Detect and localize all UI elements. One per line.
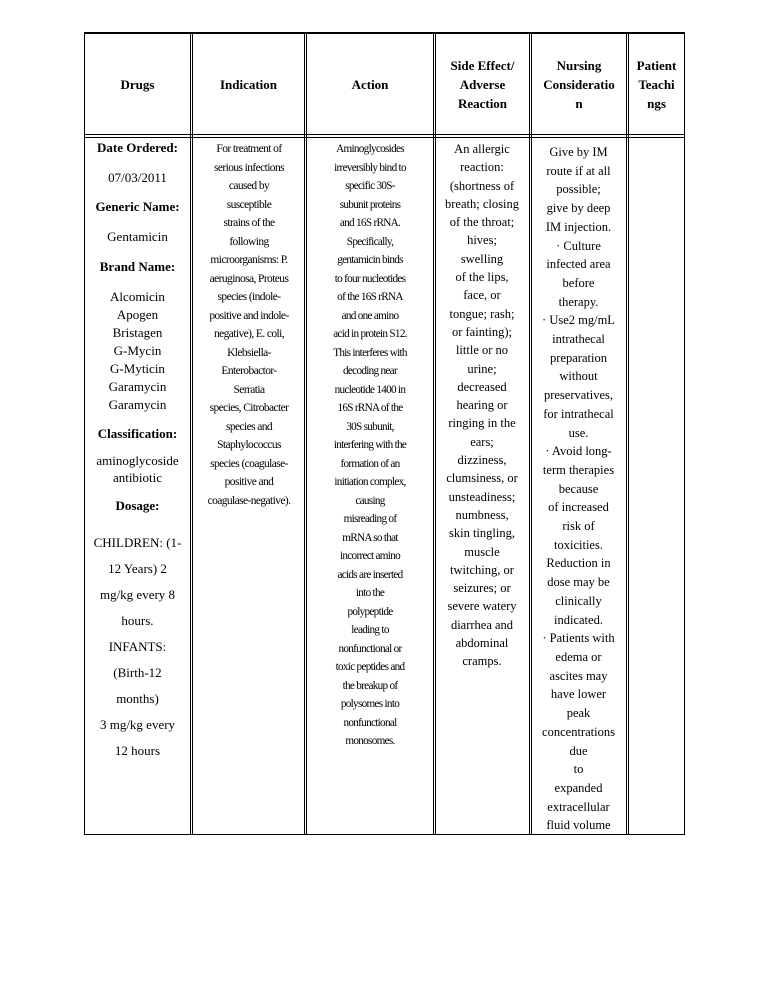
text-line: indicated.	[554, 612, 603, 627]
drug-study-table	[84, 32, 685, 835]
text-line: IM injection.	[545, 219, 612, 234]
text-line: urine;	[467, 361, 497, 376]
header-lines	[352, 75, 389, 94]
text-line: extracellular	[547, 799, 610, 814]
text-line: to four nucleotides	[334, 272, 406, 285]
text-line: INFANTS:	[108, 639, 167, 654]
header-lines	[451, 56, 515, 113]
text-line: Teachi	[638, 76, 675, 92]
text-line: Apogen	[116, 307, 159, 322]
text-line: Drugs	[120, 76, 155, 92]
text-line: seizures; or	[453, 581, 511, 596]
text-line: G-Mycin	[113, 343, 162, 358]
text-line: For treatment of	[216, 143, 282, 155]
text-line: negative), E. coli,	[213, 328, 285, 340]
text-line: Reaction	[457, 95, 508, 111]
text-line: microorganisms: P.	[210, 254, 288, 266]
column-border	[626, 32, 629, 835]
text-line: ngs	[647, 95, 666, 111]
text-line: numbness,	[455, 507, 509, 522]
header-divider	[84, 134, 685, 135]
text-line: severe watery	[447, 599, 517, 614]
brand-name-label: Brand Name:	[99, 259, 176, 274]
text-line: tongue; rash;	[449, 306, 515, 321]
text-line: serious infections	[213, 161, 284, 174]
text-line: possible;	[556, 182, 601, 197]
text-line: of increased	[548, 500, 609, 515]
text-line: preparation	[550, 350, 607, 365]
header-side-effect	[436, 34, 529, 134]
text-line: little or no	[455, 343, 509, 358]
text-line: risk of	[562, 519, 595, 534]
text-line: Give by IM	[549, 145, 608, 159]
text-line: and 16S rRNA.	[339, 217, 401, 229]
brand-name-list	[84, 288, 191, 414]
text-line: CHILDREN: (1-	[93, 535, 182, 550]
text-line: of the 16S rRNA	[337, 291, 403, 303]
text-line: therapy.	[558, 294, 599, 309]
header-lines	[543, 56, 615, 113]
text-line: Aminoglycosides	[336, 143, 404, 155]
text-line: dose may be	[547, 575, 610, 590]
text-line: caused by	[228, 180, 270, 192]
header-nursing-consideration	[532, 34, 626, 134]
date-ordered-value: 07/03/2011	[108, 170, 167, 185]
text-line: or fainting);	[451, 324, 513, 339]
nursing-consideration-cell	[532, 143, 625, 835]
text-line: Action	[351, 76, 389, 92]
text-line: before	[562, 275, 595, 290]
text-line: cramps.	[462, 654, 502, 669]
text-line: Staphylococcus	[217, 439, 281, 451]
dosage-label: Dosage:	[115, 498, 160, 513]
text-line: polypeptide	[347, 605, 393, 618]
text-line: toxicities.	[554, 537, 603, 552]
text-line: monosomes.	[345, 735, 395, 747]
text-line: nucleotide 1400 in	[334, 383, 406, 396]
text-line: use.	[568, 425, 589, 440]
text-line: specific 30S-	[345, 180, 395, 192]
text-line: Bristagen	[112, 325, 163, 340]
column-border	[684, 32, 685, 835]
text-line: · Use2 mg/mL	[542, 313, 615, 328]
header-lines	[121, 75, 155, 94]
text-line: clumsiness, or	[446, 471, 518, 486]
text-line: acid in protein S12.	[333, 328, 407, 340]
text-line: muscle	[464, 544, 500, 559]
text-line: ringing in the	[448, 416, 516, 431]
text-line: coagulase-negative).	[207, 494, 291, 507]
header-indication	[193, 34, 304, 134]
text-line: Adverse	[459, 76, 506, 92]
text-line: antibiotic	[112, 470, 163, 485]
text-line: mg/kg every 8	[99, 587, 176, 602]
text-line: Alcomicin	[110, 289, 165, 304]
text-line: Garamycin	[108, 397, 167, 412]
text-line: subunit proteins	[339, 198, 401, 211]
text-line: 3 mg/kg every	[99, 717, 176, 732]
text-line: face, or	[463, 288, 501, 303]
text-line: 30S subunit,	[346, 420, 394, 433]
text-line: decreased	[457, 379, 507, 394]
text-line: hours.	[121, 613, 154, 628]
text-line: toxic peptides and	[335, 661, 405, 673]
text-line: dizziness,	[457, 453, 507, 468]
text-line: route if at all	[546, 163, 611, 178]
text-line: intrathecal	[552, 332, 605, 347]
text-line: · Patients with	[542, 631, 615, 646]
text-line: expanded	[554, 780, 603, 795]
text-line: breath; closing	[445, 196, 519, 211]
text-line: to	[573, 762, 584, 777]
text-line: n	[575, 95, 583, 111]
text-line: of the throat;	[449, 215, 515, 230]
text-line: causing	[355, 494, 385, 507]
text-line: irreversibly bind to	[334, 161, 406, 174]
text-line: of the lips,	[455, 270, 509, 285]
text-line: the breakup of	[342, 679, 398, 692]
text-line: ascites may	[549, 668, 608, 683]
header-action	[307, 34, 433, 134]
text-line: acids are inserted	[337, 568, 403, 581]
text-line: Reduction in	[546, 556, 611, 571]
text-line: · Culture	[556, 238, 601, 253]
dosage-value	[84, 530, 191, 764]
text-line: unsteadiness;	[448, 489, 516, 504]
text-line: gentamicin binds	[337, 254, 403, 266]
text-line: peak	[566, 706, 591, 721]
text-line: fluid volume	[546, 818, 611, 833]
text-line: Specifically,	[346, 235, 394, 248]
text-line: positive and indole-	[209, 309, 289, 322]
drugs-cell	[84, 140, 191, 764]
text-line: preservatives,	[543, 388, 614, 403]
text-line: months)	[116, 691, 159, 706]
action-cell	[307, 140, 433, 751]
text-line: give by deep	[546, 201, 611, 216]
text-line: Consideratio	[543, 76, 615, 92]
text-line: mRNA so that	[342, 531, 398, 544]
text-line: formation of an	[340, 457, 400, 470]
text-line: (Birth-12	[113, 665, 162, 680]
text-line: Nursing	[556, 57, 602, 73]
text-line: without	[559, 369, 598, 384]
side-effect-cell	[436, 140, 528, 671]
text-line: G-Myticin	[110, 361, 165, 376]
text-line: hives;	[467, 233, 497, 248]
text-line: aeruginosa, Proteus	[209, 272, 289, 285]
text-line: positive and	[224, 476, 274, 488]
header-divider-double	[84, 137, 685, 138]
text-line: because	[558, 481, 599, 496]
text-line: species (indole-	[217, 291, 281, 303]
text-line: 12 hours	[114, 743, 161, 758]
text-line: Indication	[219, 76, 278, 92]
text-line: Side Effect/	[450, 57, 515, 73]
text-line: Enterobactor-	[221, 365, 277, 377]
text-line: Serratia	[233, 383, 265, 396]
text-line: due	[569, 743, 588, 758]
text-line: diarrhea and	[450, 617, 514, 632]
text-line: concentrations	[542, 724, 615, 739]
text-line: species, Citrobacter	[209, 402, 289, 414]
header-patient-teachings	[629, 34, 684, 134]
text-line: Patient	[636, 57, 677, 73]
text-line: following	[229, 235, 269, 248]
text-line: clinically	[555, 593, 602, 608]
header-lines	[637, 56, 677, 113]
text-line: 12 Years) 2	[108, 561, 167, 576]
text-line: strains of the	[223, 217, 275, 229]
text-line: 16S rRNA of the	[337, 402, 403, 414]
text-line: twitching, or	[450, 562, 514, 577]
text-line: initiation complex,	[334, 476, 406, 488]
header-lines	[220, 75, 277, 94]
text-line: term therapies	[542, 462, 615, 477]
text-line: ears;	[470, 434, 494, 449]
text-line: and one amino	[341, 309, 399, 322]
text-line: nonfunctional	[343, 716, 397, 729]
text-line: infected area	[546, 257, 611, 272]
text-line: Garamycin	[108, 379, 167, 394]
text-line: abdominal	[455, 636, 509, 651]
text-line: hearing or	[456, 398, 508, 413]
text-line: interfering with the	[333, 439, 407, 451]
text-line: polysomes into	[340, 698, 400, 710]
text-line: species (coagulase-	[210, 457, 288, 470]
text-line: misreading of	[343, 513, 397, 525]
text-line: edema or	[555, 649, 602, 664]
text-line: incorrect amino	[339, 550, 400, 562]
text-line: · Avoid long-	[545, 444, 612, 459]
text-line: species and	[225, 420, 273, 433]
text-line: susceptible	[226, 198, 272, 211]
text-line: swelling	[460, 251, 504, 266]
text-line: This interferes with	[333, 346, 407, 359]
text-line: leading to	[351, 624, 389, 636]
generic-name-label: Generic Name:	[95, 199, 180, 214]
text-line: reaction:	[460, 160, 504, 175]
text-line: nonfunctional or	[338, 642, 402, 655]
text-line: decoding near	[343, 365, 397, 377]
text-line: for intrathecal	[543, 406, 614, 421]
text-line: aminoglycoside	[96, 453, 179, 468]
text-line: (shortness of	[449, 178, 515, 193]
generic-name-value: Gentamicin	[107, 229, 168, 244]
text-line: An allergic	[454, 142, 510, 156]
date-ordered-label: Date Ordered:	[97, 140, 178, 155]
indication-cell	[193, 140, 305, 510]
text-line: Klebsiella-	[227, 346, 271, 359]
classification-label: Classification:	[97, 426, 178, 441]
text-line: into the	[355, 587, 385, 599]
text-line: have lower	[550, 687, 607, 702]
classification-value	[84, 452, 191, 486]
header-drugs	[85, 34, 190, 134]
text-line: skin tingling,	[449, 526, 515, 541]
